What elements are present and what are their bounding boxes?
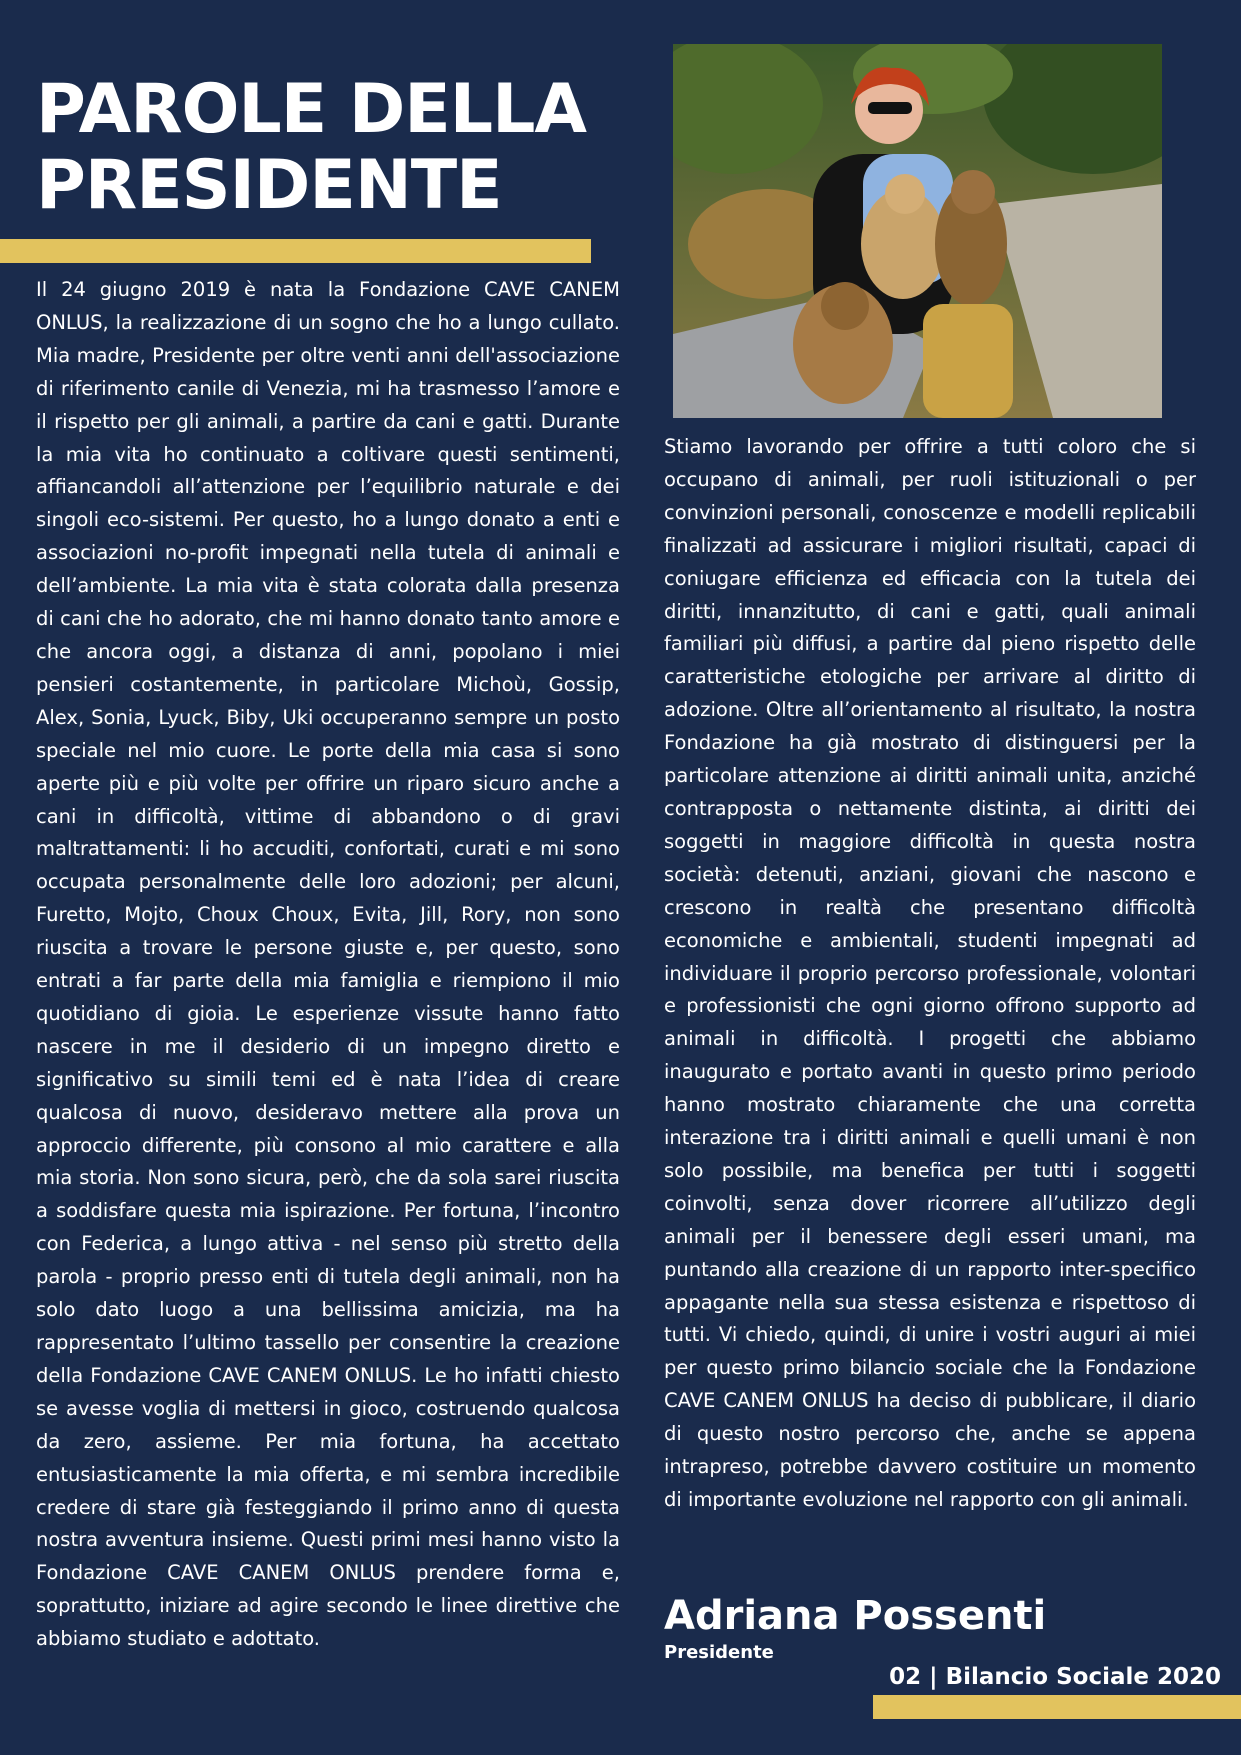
page-title xyxy=(36,72,596,224)
photo-illustration xyxy=(673,44,1162,418)
page-title-line-2: PRESIDENTE xyxy=(36,146,502,225)
title-accent-bar xyxy=(0,239,591,263)
page-title-line-1: PAROLE DELLA xyxy=(36,70,587,149)
footer-accent-bar xyxy=(873,1695,1241,1719)
signature-name: Adriana Possenti xyxy=(664,1593,1047,1639)
signature-role: Presidente xyxy=(664,1642,774,1663)
right-body-text: Stiamo lavorando per offrire a tutti coloro che si occupano di animali, per ruoli istituzionali o per convinzioni personali, conoscenze e modelli replicabili finalizzati ad assicurare i migliori risultati, capaci di coniugare efficienza ed efficacia con la tutela dei diritti, innanzitutto, di cani e gatti, quali animali familiari più diffusi, a partire dal pieno rispetto delle caratteristiche etologiche per arrivare al diritto di adozione. Oltre all’orientamento al risultato, la nostra Fondazione ha già mostrato di distinguersi per la particolare attenzione ai diritti animali unita, anziché contrapposta o nettamente distinta, ai diritti dei soggetti in maggiore difficoltà in questa nostra società: detenuti, anziani, giovani che nascono e crescono in realtà che presentano difficoltà economiche e ambientali, studenti impegnati ad individuare il proprio percorso professionale, volontari e professionisti che ogni giorno offrono supporto ad animali in difficoltà. I progetti che abbiamo inaugurato e portato avanti in questo primo periodo hanno mostrato chiaramente che una corretta interazione tra i diritti animali e quelli umani è non solo possibile, ma benefica per tutti i soggetti coinvolti, senza dover ricorrere all’utilizzo degli animali per il benessere degli esseri umani, ma puntando alla creazione di un rapporto inter-specifico appagante nella sua stessa esistenza e rispettoso di tutti. Vi chiedo, quindi, di unire i vostri auguri ai miei per questo primo bilancio sociale che la Fondazione CAVE CANEM ONLUS ha deciso di pubblicare, il diario di questo nostro percorso che, anche se appena intrapreso, potrebbe davvero costituire un momento di importante evoluzione nel rapporto con gli animali. xyxy=(664,435,1196,1511)
page-footer: 02 | Bilancio Sociale 2020 xyxy=(889,1664,1221,1690)
president-photo xyxy=(673,44,1162,418)
left-body-text: Il 24 giugno 2019 è nata la Fondazione CAVE CANEM ONLUS, la realizzazione di un sogno che ho a lungo cullato. Mia madre, Presidente per oltre venti anni dell'associazione di riferimento canile di Venezia, mi ha trasmesso l’amore e il rispetto per gli animali, a partire da cani e gatti. Durante la mia vita ho continuato a coltivare questi sentimenti, affiancandoli all’attenzione per l’equilibrio naturale e dei singoli eco-sistemi. Per questo, ho a lungo donato a enti e associazioni no-profit impegnati nella tutela di animali e dell’ambiente. La mia vita è stata colorata dalla presenza di cani che ho adorato, che mi hanno donato tanto amore e che ancora oggi, a distanza di anni, popolano i miei pensieri costantemente, in particolare Michoù, Gossip, Alex, Sonia, Lyuck, Biby, Uki occuperanno sempre un posto speciale nel mio cuore. Le porte della mia casa si sono aperte più e più volte per offrire un riparo sicuro anche a cani in difficoltà, vittime di abbandono o di gravi maltrattamenti: li ho accuditi, confortati, curati e mi sono occupata personalmente delle loro adozioni; per alcuni, Furetto, Mojto, Choux Choux, Evita, Jill, Rory, non sono riuscita a trovare le persone giuste e, per questo, sono entrati a far parte della mia famiglia e riempiono il mio quotidiano di gioia. Le esperienze vissute hanno fatto nascere in me il desiderio di un impegno diretto e significativo su simili temi ed è nata l’idea di creare qualcosa di nuovo, desideravo mettere alla prova un approccio differente, più consono al mio carattere e alla mia storia. Non sono sicura, però, che da sola sarei riuscita a soddisfare questa mia ispirazione. Per fortuna, l’incontro con Federica, a lungo attiva - nel senso più stretto della parola - proprio presso enti di tutela degli animali, non ha solo dato luogo a una bellissima amicizia, ma ha rappresentato l’ultimo tassello per consentire la creazione della Fondazione CAVE CANEM ONLUS. Le ho infatti chiesto se avesse voglia di mettersi in gioco, costruendo qualcosa da zero, assieme. Per mia fortuna, ha accettato entusiasticamente la mia offerta, e mi sembra incredibile credere di stare già festeggiando il primo anno di questa nostra avventura insieme. Questi primi mesi hanno visto la Fondazione CAVE CANEM ONLUS prendere forma e, soprattutto, iniziare ad agire secondo le linee direttive che abbiamo studiato e adottato. xyxy=(36,278,620,1651)
